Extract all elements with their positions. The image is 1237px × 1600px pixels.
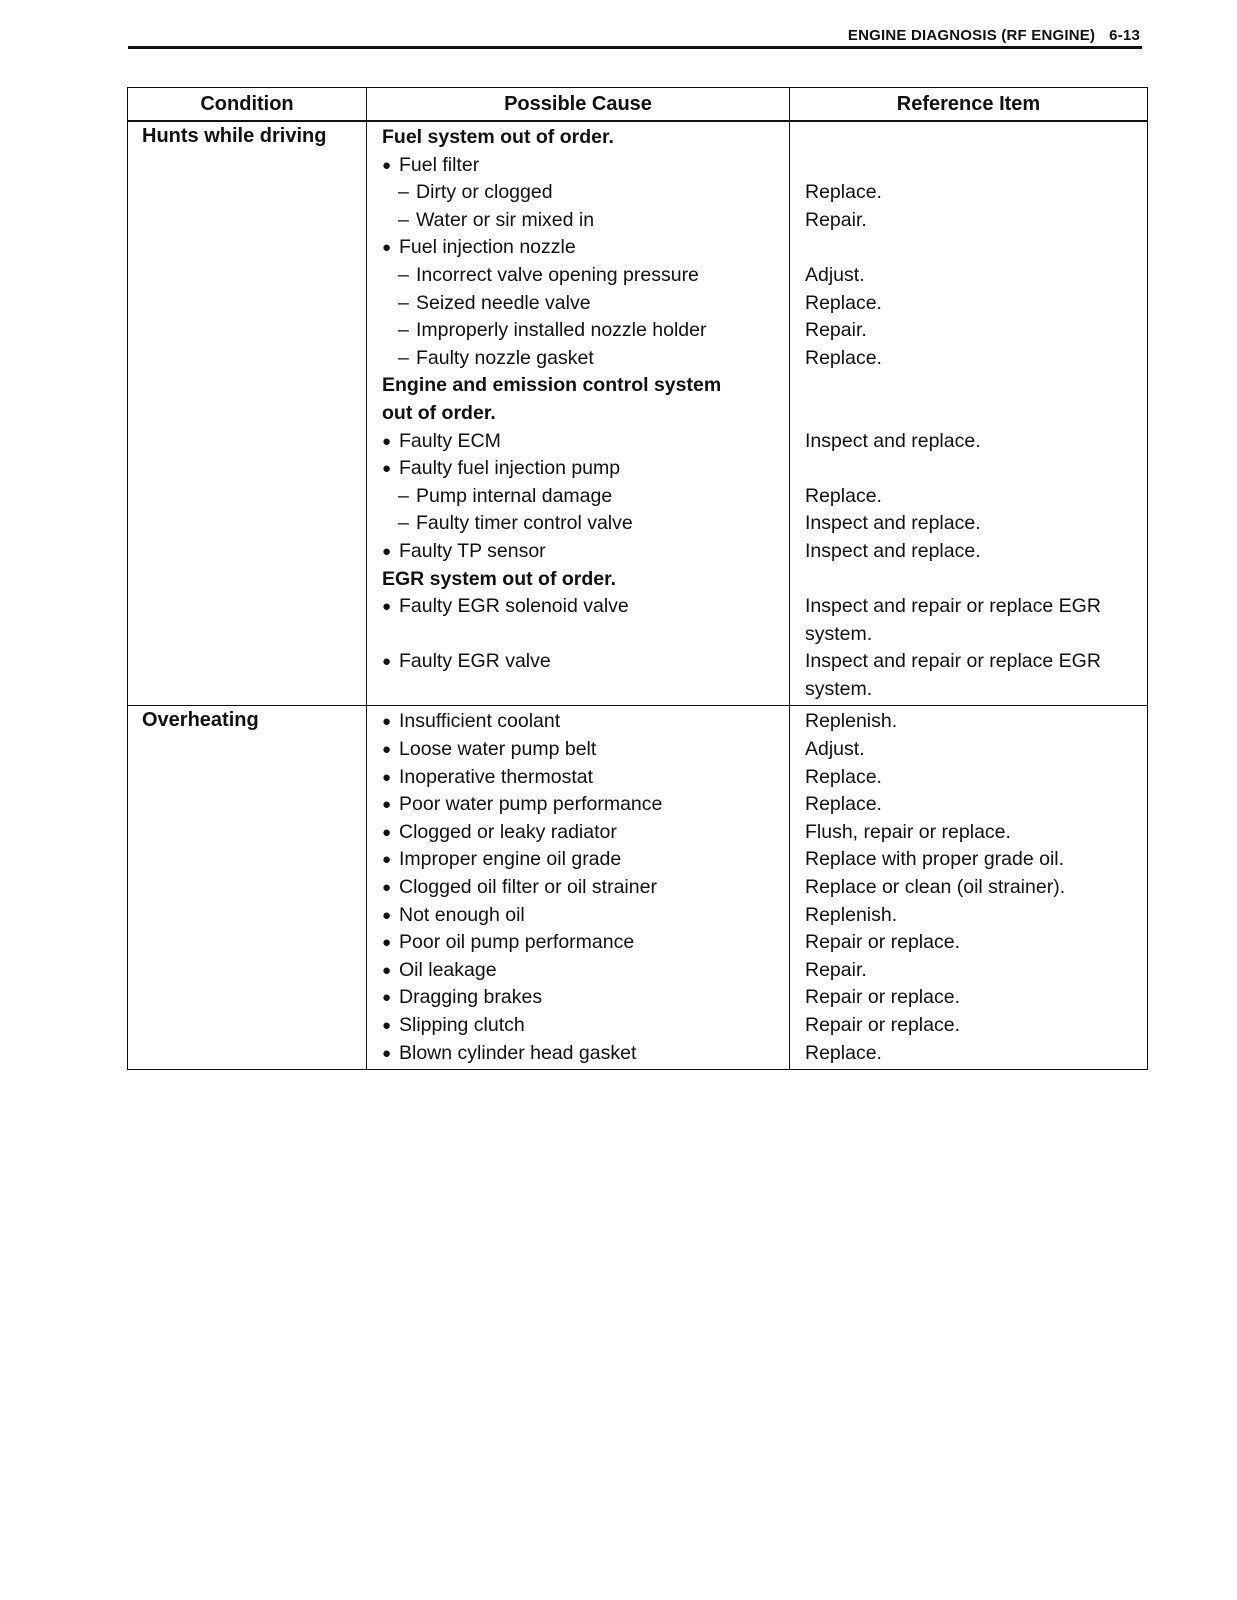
cause-text: Clogged or leaky radiator [399,820,617,843]
cause-bullet-item [382,234,789,262]
bullet-icon: ● [382,961,392,979]
reference-text: Adjust. [805,263,865,286]
cause-text: Clogged oil filter or oil strainer [399,876,657,899]
reference-text: Repair or replace. [805,986,960,1009]
reference-text: Inspect and replace. [805,429,981,452]
cause-text: Dragging brakes [399,986,543,1009]
cause-bullet-item [382,764,789,792]
cause-text: Dirty or clogged [416,181,553,204]
reference-text: Inspect and repair or replace EGR [805,595,1101,618]
reference-item-cell [790,121,1148,706]
table-row [128,706,1148,1070]
reference-text: Inspect and replace. [805,539,981,562]
reference-text: Adjust. [805,738,865,761]
reference-text: Flush, repair or replace. [805,820,1011,843]
cause-text: Faulty EGR solenoid valve [399,595,629,618]
cause-sub-item [382,483,789,511]
dash-icon: – [398,263,409,286]
cause-text: Seized needle valve [416,291,591,314]
cause-sub-item [382,179,789,207]
reference-text: Replenish. [805,710,898,733]
cause-sub-item [382,317,789,345]
cause-bullet-item [382,736,789,764]
reference-text: Replace. [805,1041,882,1064]
condition-label: Overheating [142,709,259,732]
bullet-icon: ● [382,823,392,841]
reference-text: Repair. [805,208,867,231]
cause-text: Loose water pump belt [399,738,597,761]
reference-text [805,566,1147,594]
cause-bullet-item [382,902,789,930]
reference-text: Replace. [805,181,882,204]
bullet-icon: ● [382,713,392,731]
bullet-icon: ● [382,156,392,174]
bullet-icon: ● [382,768,392,786]
bullet-icon: ● [382,432,392,450]
table-body [128,121,1148,1070]
cause-bullet-item [382,819,789,847]
running-head [848,27,1140,44]
bullet-icon: ● [382,542,392,560]
cause-text: Poor oil pump performance [399,931,635,954]
cause-text: Insufficient coolant [399,710,561,733]
cause-sub-item [382,510,789,538]
cause-heading-text: out of order. [382,401,496,424]
reference-text: Replace. [805,291,882,314]
bullet-icon: ● [382,879,392,897]
reference-text: Replace with proper grade oil. [805,848,1065,871]
cause-bullet-item [382,455,789,483]
cause-text: Blown cylinder head gasket [399,1041,637,1064]
possible-cause-cell [367,706,790,1070]
cause-text: Pump internal damage [416,484,613,507]
cause-bullet-item [382,152,789,180]
cause-text: Faulty fuel injection pump [399,457,621,480]
dash-icon: – [398,319,409,342]
reference-text: Inspect and replace. [805,512,981,535]
cause-text: Not enough oil [399,903,525,926]
condition-cell [128,706,367,1070]
bullet-icon: ● [382,598,392,616]
section-title: ENGINE DIAGNOSIS (RF ENGINE) [847,27,1096,44]
possible-cause-cell [367,121,790,706]
reference-text: system. [805,622,873,645]
column-header-reference-item: Reference Item [790,88,1148,122]
cause-bullet-item [382,1040,789,1068]
cause-text: Improper engine oil grade [399,848,622,871]
bullet-icon: ● [382,239,392,257]
condition-cell [128,121,367,706]
page-number: 6-13 [1109,27,1140,44]
dash-icon: – [398,291,409,314]
reference-text: Replace or clean (oil strainer). [805,876,1066,899]
table-header-row [128,88,1148,122]
table-row [128,121,1148,706]
cause-text: Faulty ECM [399,429,501,452]
cause-bullet-item [382,428,789,456]
cause-text: Slipping clutch [399,1014,525,1036]
page-header [128,22,1142,49]
reference-text: Repair. [805,319,867,342]
dash-icon: – [398,208,409,231]
bullet-icon: ● [382,1044,392,1062]
reference-text [805,124,1147,152]
cause-sub-item [382,290,789,318]
cause-bullet-item [382,929,789,957]
bullet-icon: ● [382,1017,392,1034]
cause-heading-text: EGR system out of order. [382,567,617,590]
cause-text: Faulty nozzle gasket [416,346,594,369]
cause-group-heading [382,400,789,428]
condition-label: Hunts while driving [142,125,327,147]
reference-text [805,372,1147,400]
bullet-icon: ● [382,851,392,869]
cause-text: Inoperative thermostat [399,765,594,788]
cause-bullet-item [382,1012,789,1040]
reference-text: Replace. [805,484,882,507]
cause-sub-item [382,207,789,235]
reference-text: Repair or replace. [805,931,960,954]
bullet-icon: ● [382,741,392,759]
reference-text: Inspect and repair or replace EGR [805,650,1101,673]
cause-blank-line [382,621,789,649]
reference-text [805,400,1147,428]
cause-text: Improperly installed nozzle holder [416,319,707,342]
reference-text: system. [805,677,873,700]
dash-icon: – [398,512,409,535]
cause-bullet-item [382,648,789,676]
cause-blank-line [382,676,789,704]
cause-text: Incorrect valve opening pressure [416,263,699,286]
cause-text: Faulty EGR valve [399,650,551,673]
cause-bullet-item [382,874,789,902]
cause-group-heading [382,124,789,152]
reference-item-cell [790,706,1148,1070]
cause-bullet-item [382,957,789,985]
cause-bullet-item [382,538,789,566]
cause-bullet-item [382,846,789,874]
reference-text: Replace. [805,793,882,816]
cause-text: Fuel filter [399,153,480,176]
reference-text [805,455,1147,483]
cause-bullet-item [382,984,789,1012]
cause-group-heading [382,372,789,400]
bullet-icon: ● [382,653,392,671]
cause-text: Water or sir mixed in [416,208,595,231]
cause-heading-text: Engine and emission control system [382,374,722,397]
cause-bullet-item [382,708,789,736]
reference-text: Repair or replace. [805,1014,960,1036]
bullet-icon: ● [382,989,392,1007]
dash-icon: – [398,181,409,204]
cause-sub-item [382,262,789,290]
column-header-condition: Condition [128,88,367,122]
reference-text: Replace. [805,765,882,788]
cause-heading-text: Fuel system out of order. [382,126,614,148]
dash-icon: – [398,346,409,369]
cause-text: Fuel injection nozzle [399,236,576,259]
reference-text: Replace. [805,346,882,369]
diagnosis-table [127,87,1148,1070]
dash-icon: – [398,484,409,507]
cause-group-heading [382,566,789,594]
cause-bullet-item [382,593,789,621]
cause-sub-item [382,345,789,373]
cause-bullet-item [382,791,789,819]
reference-text [805,152,1147,180]
column-header-possible-cause: Possible Cause [367,88,790,122]
reference-text [805,234,1147,262]
cause-text: Faulty TP sensor [399,539,546,562]
cause-text: Poor water pump performance [399,793,663,816]
cause-text: Faulty timer control valve [416,512,633,535]
cause-text: Oil leakage [399,958,497,981]
bullet-icon: ● [382,934,392,952]
bullet-icon: ● [382,460,392,478]
bullet-icon: ● [382,906,392,924]
reference-text: Replenish. [805,903,898,926]
bullet-icon: ● [382,796,392,814]
reference-text: Repair. [805,958,867,981]
